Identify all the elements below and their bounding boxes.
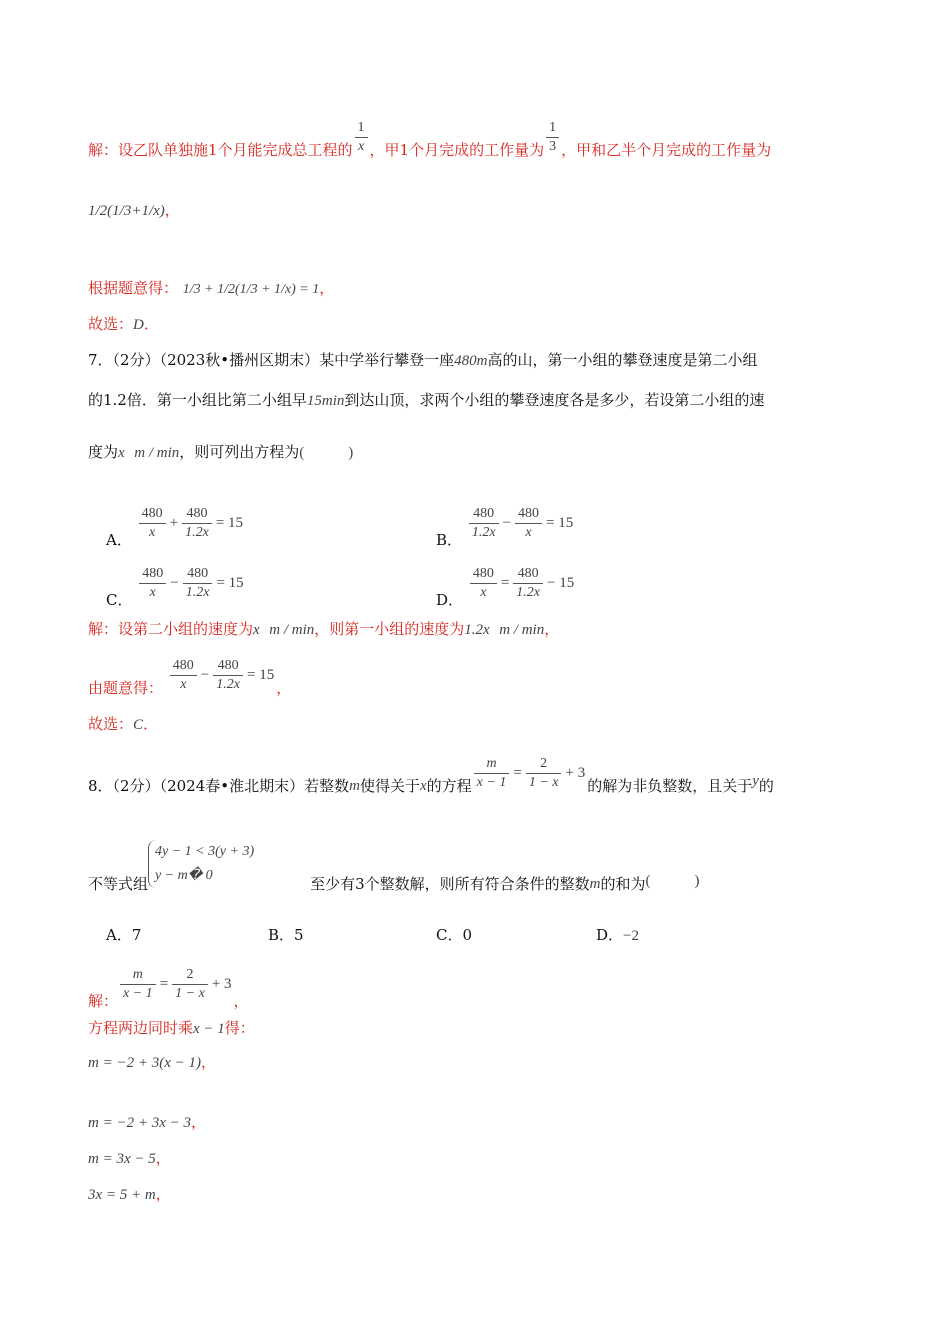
q8-text-b: 使得关于	[359, 777, 420, 795]
q8-line2	[88, 834, 700, 894]
q7-sol-var2: 1.2x	[464, 622, 490, 638]
equation-tail: = 15	[216, 575, 244, 591]
q8-option-a[interactable]: A．7	[106, 926, 142, 944]
q8-sol-comma: ，	[233, 992, 249, 1010]
q7-solution-line2	[88, 652, 291, 698]
fraction: $\frac{2}{1 - x}$	[526, 755, 562, 792]
option-label: B．	[436, 531, 463, 549]
q7-text-a: 7．（2分）（2023秋•播州区期末）某中学举行攀登一座	[88, 351, 455, 369]
q8-text-e: 的	[758, 777, 774, 795]
equation-tail: = 15	[546, 515, 574, 531]
q7-sol-text-b: ，则第一小组的速度为	[314, 620, 465, 638]
q8-option-d[interactable]: D．−2	[596, 926, 639, 944]
q7-time: 15min	[306, 393, 345, 409]
equation-tail: = 15	[215, 515, 244, 531]
equation-tail: + 3	[211, 976, 232, 992]
q8-solution-line1	[88, 957, 249, 1011]
q8-text-h: 的和为	[600, 875, 646, 893]
q8-option-c[interactable]: C．0	[436, 926, 473, 944]
q8-text-c: 的方程	[426, 777, 472, 795]
q6-text-c: ，甲和乙半个月完成的工作量为	[561, 141, 772, 159]
operator: =	[513, 765, 522, 781]
q7-answer-line	[88, 714, 158, 735]
q6-period: ．	[143, 315, 159, 333]
q7-answer-value: C	[133, 717, 144, 733]
fraction: $\frac{480}{x}$	[470, 565, 497, 602]
q7-paren-open: (	[299, 445, 305, 461]
fraction: $\frac{m}{x - 1}$	[474, 755, 510, 792]
fraction-1-over-x: $\frac{1}{x}$	[355, 119, 368, 156]
q8-line1	[88, 750, 774, 796]
q6-equation: 1/3 + 1/2(1/3 + 1/x) = 1	[182, 282, 320, 297]
q7-var: x	[118, 445, 125, 461]
fraction: $\frac{480}{1.2x}$	[513, 565, 543, 602]
q6-expression-half-sum: 1/2(1/3+1/x)	[88, 203, 165, 219]
q7-text-c: 的1.2倍．第一小组比第二小组早	[88, 391, 307, 409]
q7-period: ．	[143, 715, 159, 733]
fraction: $\frac{480}{1.2x}$	[183, 565, 213, 602]
inequality-2: y − m� 0	[155, 868, 213, 883]
q8-text-a: 8．（2分）（2024春•淮北期末）若整数	[88, 777, 350, 795]
q7-line1	[88, 350, 757, 371]
q7-sol-label: 由题意得：	[88, 679, 164, 697]
q7-option-d[interactable]	[436, 556, 576, 610]
q6-comma-2: ，	[319, 279, 335, 297]
q7-sol-text-a: 解：设第二小组的速度为	[88, 620, 254, 638]
q8-solution-line2	[88, 1018, 255, 1039]
q8-text-g: 至少有3个整数解，则所有符合条件的整数	[310, 875, 590, 893]
q6-text-a: 解：设乙队单独施1个月能完成总工程的	[88, 141, 353, 159]
q6-answer-value: D	[133, 317, 144, 333]
operator: =	[159, 976, 169, 992]
fraction-1-over-3: $\frac{1}{3}$	[546, 119, 559, 156]
q8-var-y: y	[752, 773, 759, 789]
fraction: $\frac{480}{1.2x}$	[213, 657, 243, 694]
q7-paren-close: )	[348, 445, 354, 461]
q7-sol-unit: m / min	[269, 622, 315, 638]
q7-option-a[interactable]	[106, 496, 245, 550]
q8-step-2: m = −2 + 3x − 3，	[88, 1113, 206, 1131]
q6-solution-line3	[88, 278, 334, 300]
option-label: C．	[106, 591, 133, 609]
q7-sol-unit-2: m / min	[499, 622, 545, 638]
q7-text-f: ，则可列出方程为	[179, 443, 300, 461]
q7-text-b: 高的山，第一小组的攀登速度是第二小组	[487, 351, 758, 369]
q7-solution-line1	[88, 619, 559, 640]
option-label: A．	[106, 531, 132, 549]
q6-answer-label: 故选：	[88, 315, 134, 333]
q7-height: 480m	[454, 353, 488, 369]
fraction: $\frac{480}{x}$	[139, 505, 166, 542]
q8-text-f: 不等式组	[88, 875, 149, 893]
q6-comma: ，	[164, 201, 180, 219]
q8-var-m-2: m	[589, 876, 601, 892]
q8-option-b[interactable]: B．5	[268, 926, 304, 944]
q8-step-1: m = −2 + 3(x − 1)，	[88, 1053, 216, 1071]
q7-text-d: 到达山顶，求两个小组的攀登速度各是多少，若设第二小组的速	[344, 391, 765, 409]
operator: =	[500, 575, 510, 591]
operator: −	[502, 515, 511, 531]
fraction: $\frac{480}{x}$	[170, 657, 197, 694]
q6-text-b: ，甲1个月完成的工作量为	[369, 141, 545, 159]
fraction: $\frac{480}{x}$	[515, 505, 542, 542]
q8-var-x: x	[419, 778, 427, 794]
q7-sol-comma-2: ，	[276, 679, 292, 697]
operator: −	[170, 575, 179, 591]
fraction: $\frac{480}{1.2x}$	[182, 505, 212, 542]
equation-tail: − 15	[547, 575, 575, 591]
q8-step-3: m = 3x − 5，	[88, 1149, 171, 1167]
q8-paren-close: )	[694, 873, 700, 889]
equation-tail: = 15	[246, 667, 275, 683]
q7-option-b[interactable]	[436, 496, 575, 550]
operator: +	[169, 515, 179, 531]
q7-answer-label: 故选：	[88, 715, 134, 733]
equation-tail: + 3	[565, 765, 586, 781]
fraction: $\frac{480}{x}$	[139, 565, 166, 602]
q8-sol-text-a: 方程两边同时乘	[88, 1019, 194, 1037]
q6-equation-label: 根据题意得：	[88, 279, 179, 297]
q8-var-m: m	[349, 778, 360, 794]
q8-sol-mult: x − 1	[193, 1021, 225, 1037]
fraction: $\frac{m}{x - 1}$	[120, 966, 156, 1003]
q6-solution-line2	[88, 200, 180, 221]
q6-answer-line	[88, 314, 159, 335]
q7-text-e: 度为	[88, 443, 119, 461]
fraction: $\frac{480}{1.2x}$	[469, 505, 499, 542]
q7-line3	[88, 442, 353, 463]
q7-unit: m / min	[134, 445, 180, 461]
inequality-1: 4y − 1 < 3(y + 3)	[155, 844, 255, 859]
operator: −	[200, 667, 210, 683]
q8-paren-open: (	[645, 873, 651, 889]
q8-sol-text-b: 得：	[224, 1019, 255, 1037]
q7-sol-comma: ，	[544, 620, 560, 638]
q6-solution-line1	[88, 119, 772, 160]
q8-sol-label: 解：	[88, 992, 119, 1010]
option-label: D．	[436, 591, 464, 609]
q7-option-c[interactable]	[106, 556, 246, 610]
q7-line2	[88, 390, 764, 411]
inequality-system	[148, 840, 254, 888]
q8-text-d: 的解为非负整数，且关于	[587, 777, 753, 795]
q8-step-4: 3x = 5 + m，	[88, 1185, 171, 1203]
fraction: $\frac{2}{1 - x}$	[172, 966, 208, 1003]
q7-sol-var: x	[253, 622, 260, 638]
